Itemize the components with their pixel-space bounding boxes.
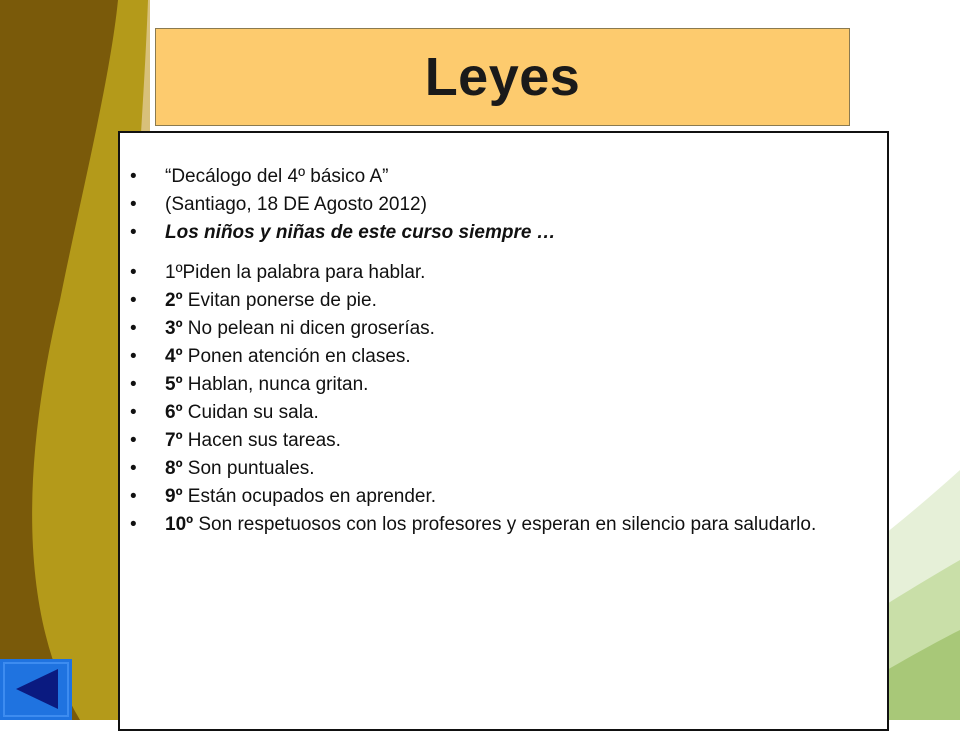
slide-title: Leyes [424, 47, 581, 107]
bullet-icon: • [130, 374, 137, 395]
list-item [120, 259, 887, 287]
bullet-icon: • [130, 194, 137, 215]
list-item [120, 191, 887, 219]
list-item [120, 427, 887, 455]
slide-title-box [155, 28, 850, 126]
bullet-icon: • [130, 222, 137, 243]
bullet-icon: • [130, 514, 137, 535]
bullet-icon: • [130, 486, 137, 507]
list-item [120, 219, 887, 247]
bullet-icon: • [130, 166, 137, 187]
list-item [120, 483, 887, 511]
item-text: Los niños y niñas de este curso siempre … [165, 222, 556, 243]
item-number: 7º [165, 430, 183, 451]
bullet-icon: • [130, 458, 137, 479]
bullet-icon: • [130, 430, 137, 451]
item-number: 6º [165, 402, 183, 423]
item-text: Son respetuosos con los profesores y esperan en silencio para saludarlo. [193, 514, 817, 535]
item-text: Evitan ponerse de pie. [182, 290, 377, 311]
item-number: 2º [165, 290, 183, 311]
bullet-icon: • [130, 318, 137, 339]
bullet-list [120, 163, 887, 539]
item-number: 4º [165, 346, 183, 367]
content-box [118, 131, 889, 731]
item-text: Ponen atención en clases. [182, 346, 411, 367]
bullet-icon: • [130, 290, 137, 311]
list-item [120, 343, 887, 371]
item-text: No pelean ni dicen groserías. [182, 318, 435, 339]
triangle-left-icon [0, 659, 72, 720]
list-item [120, 287, 887, 315]
list-item [120, 511, 887, 539]
item-text: (Santiago, 18 DE Agosto 2012) [165, 194, 427, 215]
bullet-icon: • [130, 346, 137, 367]
bullet-icon: • [130, 402, 137, 423]
list-item [120, 163, 887, 191]
item-number: 3º [165, 318, 183, 339]
list-item [120, 371, 887, 399]
list-item [120, 315, 887, 343]
item-text: Son puntuales. [182, 458, 315, 479]
item-text: Hablan, nunca gritan. [182, 374, 369, 395]
item-number: 9º [165, 486, 183, 507]
item-text: Hacen sus tareas. [182, 430, 341, 451]
item-text: “Decálogo del 4º básico A” [165, 166, 389, 187]
bullet-icon: • [130, 262, 137, 283]
list-item [120, 455, 887, 483]
item-number: 10º [165, 514, 194, 535]
list-item [120, 399, 887, 427]
item-text: Cuidan su sala. [182, 402, 319, 423]
back-button[interactable] [0, 659, 72, 720]
item-number: 5º [165, 374, 183, 395]
item-text: 1ºPiden la palabra para hablar. [165, 262, 426, 283]
item-number: 8º [165, 458, 183, 479]
item-text: Están ocupados en aprender. [182, 486, 437, 507]
